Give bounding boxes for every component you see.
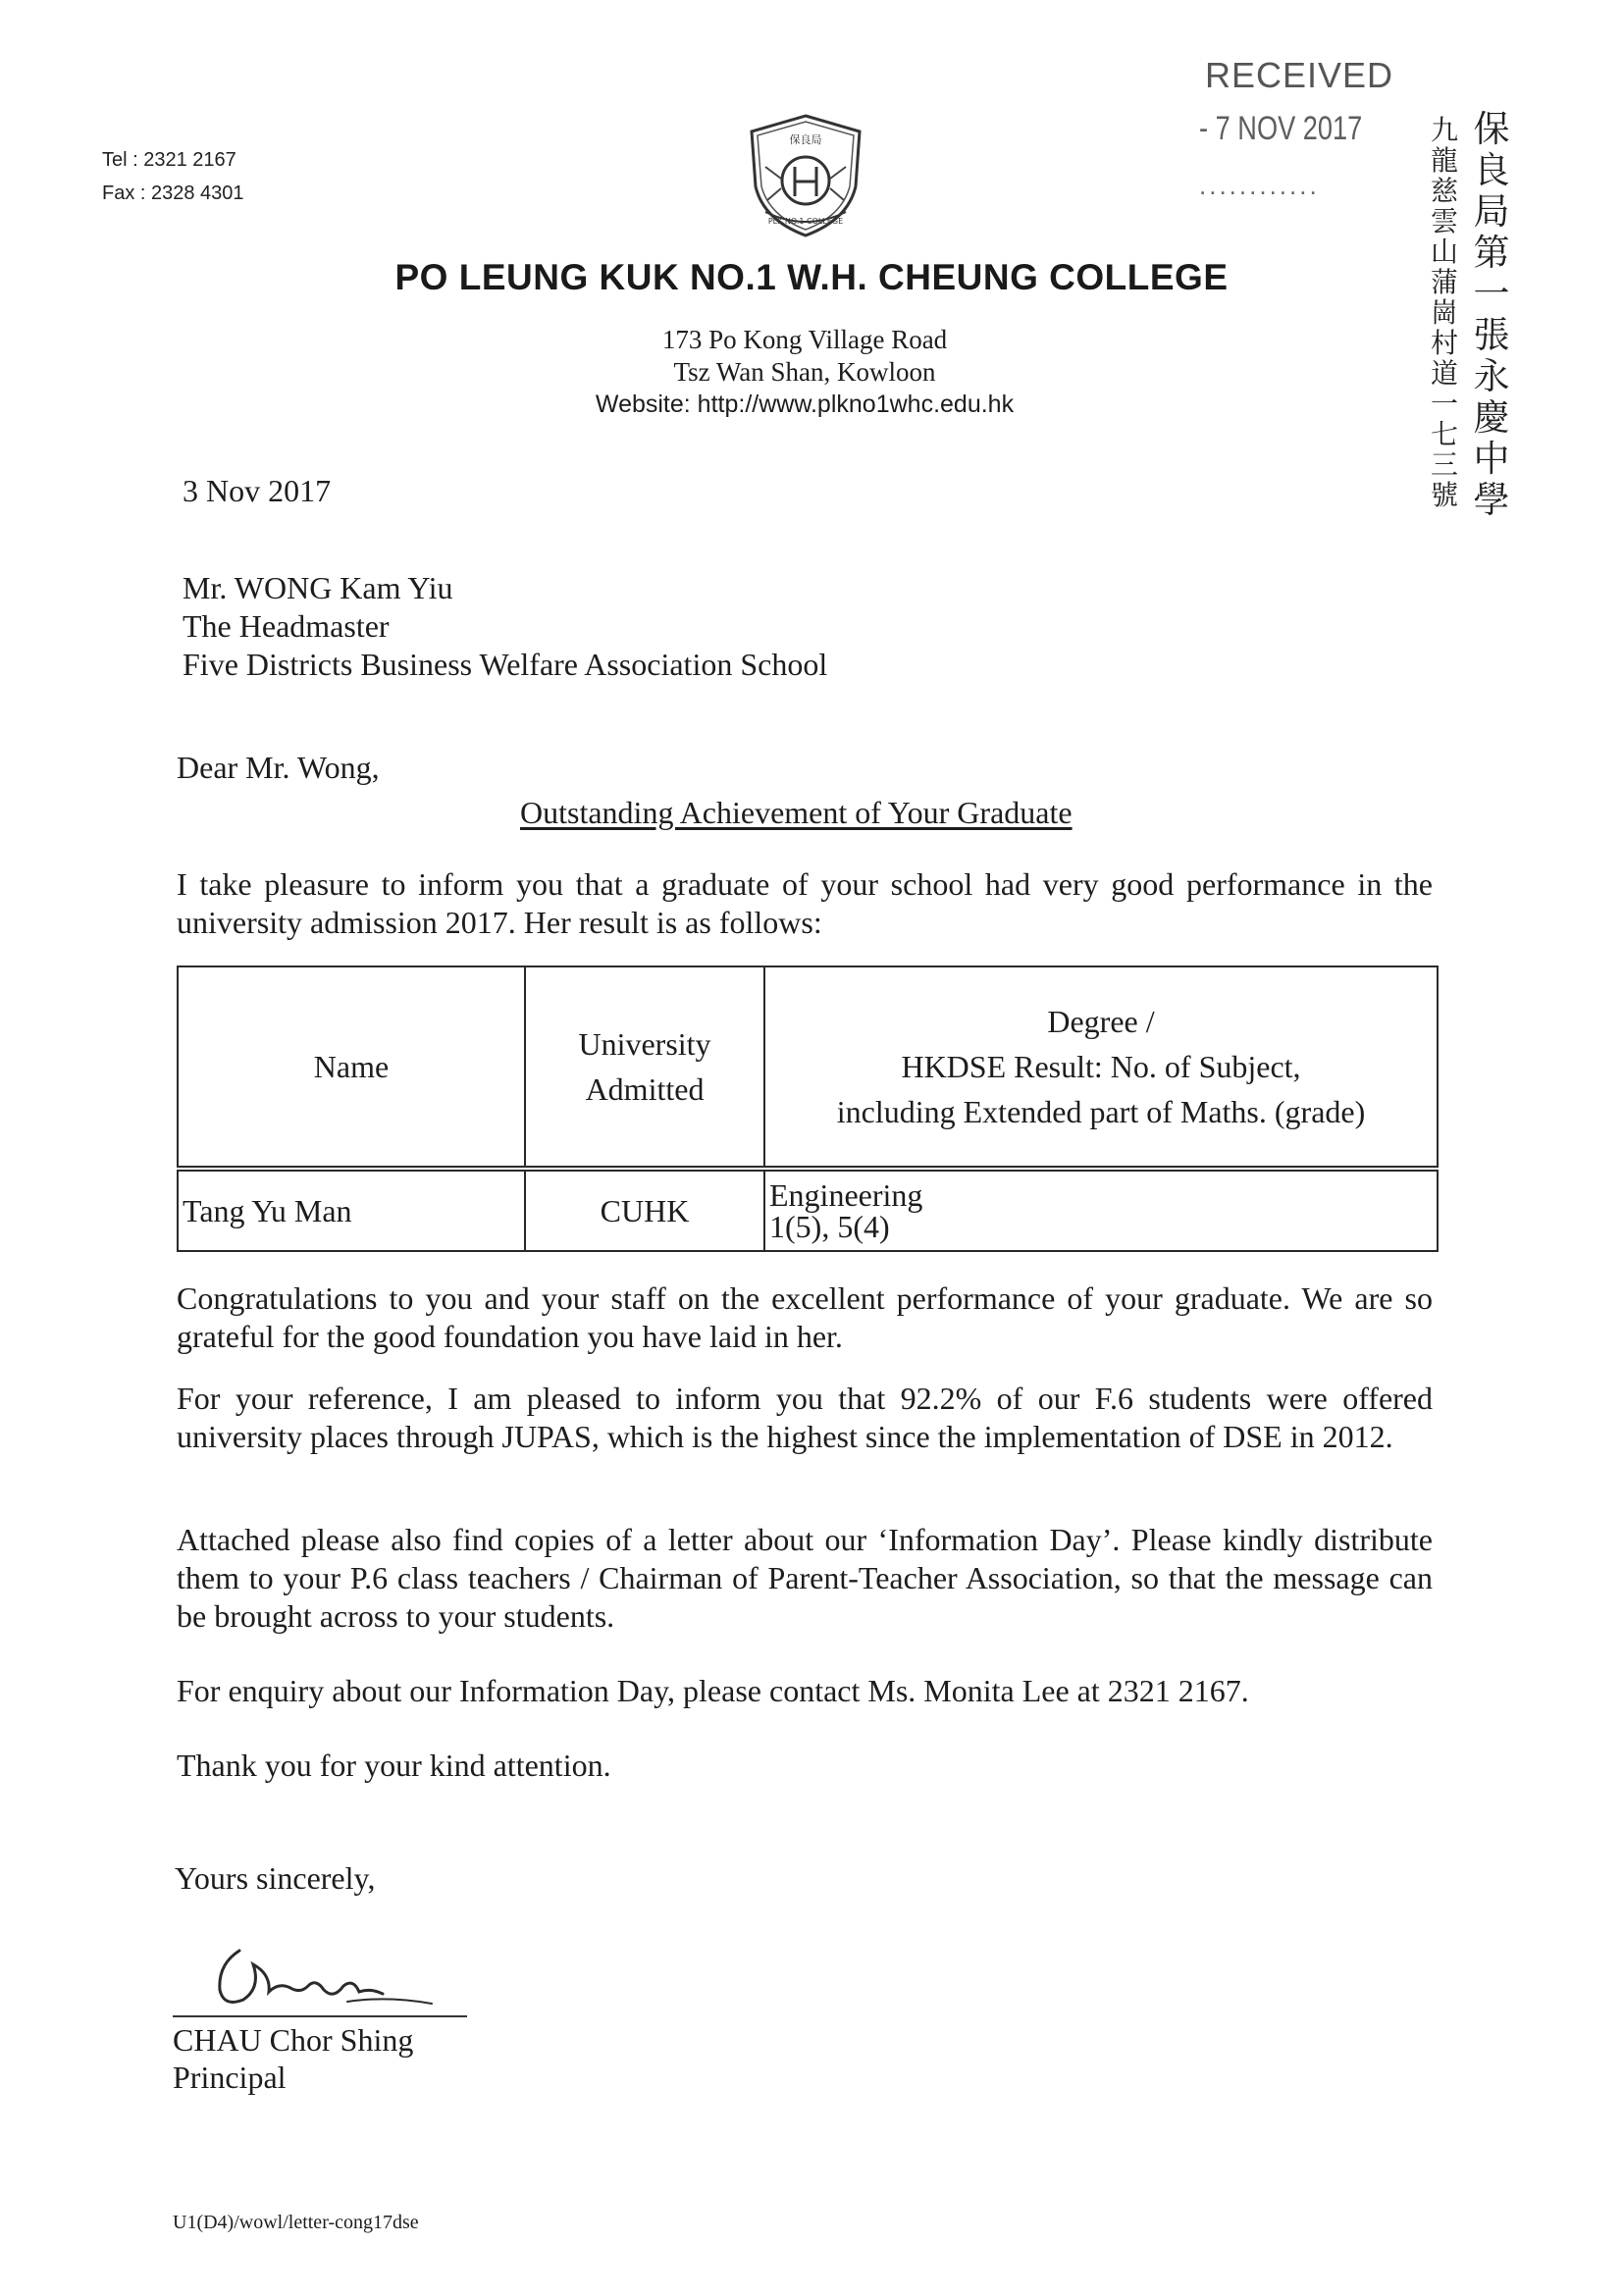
paragraph-intro: I take pleasure to inform you that a graduate of your school had very good performance in the university admission 2017. Her result is as follows: <box>177 866 1433 940</box>
chinese-school-name: 保良局第一張永慶中學 <box>1473 110 1510 521</box>
letter-subject: Outstanding Achievement of Your Graduate <box>520 795 1073 830</box>
paragraph-congratulations: Congratulations to you and your staff on the excellent performance of your graduate. We are so grateful for the good foundation you have laid in her. <box>177 1280 1433 1354</box>
cell-university: CUHK <box>525 1169 764 1251</box>
signer-name: CHAU Chor Shing <box>173 2022 414 2058</box>
cell-degree-result <box>764 1169 1438 1251</box>
header-name: Name <box>178 966 525 1169</box>
recipient-block <box>183 569 827 684</box>
table-header-row <box>178 966 1438 1169</box>
crest-chinese-text: 保良局 <box>789 133 822 146</box>
received-stamp-dots: ............ <box>1199 171 1320 200</box>
paragraph-reference: For your reference, I am pleased to inform you that 92.2% of our F.6 students were offered university places through JUPAS, which is the highest since the implementation of DSE in 2012. <box>177 1381 1433 1454</box>
address-line-2: Tsz Wan Shan, Kowloon <box>673 357 936 387</box>
header-university: University Admitted <box>525 966 764 1169</box>
address-line-1: 173 Po Kong Village Road <box>661 325 948 354</box>
school-address <box>491 324 1119 421</box>
recipient-title: The Headmaster <box>183 608 390 644</box>
school-crest-icon <box>738 110 873 243</box>
cell-student-name: Tang Yu Man <box>178 1169 525 1251</box>
dse-result: 1(5), 5(4) <box>769 1209 890 1244</box>
school-name: PO LEUNG KUK NO.1 W.H. CHEUNG COLLEGE <box>394 257 1229 297</box>
degree-name: Engineering <box>769 1177 923 1213</box>
telephone: Tel : 2321 2167 <box>102 149 236 171</box>
signature-line <box>173 2015 467 2017</box>
received-stamp-date: - 7 NOV 2017 <box>1199 110 1363 147</box>
salutation: Dear Mr. Wong, <box>177 750 380 785</box>
fax: Fax : 2328 4301 <box>102 183 244 204</box>
results-table <box>177 965 1439 1252</box>
header-degree: Degree / HKDSE Result: No. of Subject, including Extended part of Maths. (grade) <box>764 966 1438 1169</box>
signature <box>210 1939 436 2017</box>
contact-info <box>102 143 244 210</box>
recipient-school: Five Districts Business Welfare Association School <box>183 647 828 682</box>
signer-title: Principal <box>173 2060 287 2095</box>
table-row <box>178 1169 1438 1251</box>
recipient-name: Mr. WONG Kam Yiu <box>183 570 453 605</box>
letter-date: 3 Nov 2017 <box>183 473 332 508</box>
website-link[interactable]: Website: http://www.plkno1whc.edu.hk <box>595 391 1015 418</box>
received-stamp-label: RECEIVED <box>1205 55 1394 95</box>
chinese-address: 九龍慈雲山蒲崗村道一七三號 <box>1430 116 1458 511</box>
crest-ribbon-text: PLK NO.1 COLLEGE <box>767 217 844 226</box>
closing: Yours sincerely, <box>175 1860 376 1896</box>
paragraph-enquiry: For enquiry about our Information Day, please contact Ms. Monita Lee at 2321 2167. <box>177 1673 1249 1708</box>
paragraph-information-day: Attached please also find copies of a letter about our ‘Information Day’. Please kindly distribute them to your P.6 class teachers / Chairman of Parent-Teacher Association, so that the message can be brought across to your students. <box>177 1522 1433 1634</box>
reference-code: U1(D4)/wowl/letter-cong17dse <box>173 2212 419 2233</box>
signer-block <box>173 2021 413 2096</box>
paragraph-thanks: Thank you for your kind attention. <box>177 1748 611 1783</box>
